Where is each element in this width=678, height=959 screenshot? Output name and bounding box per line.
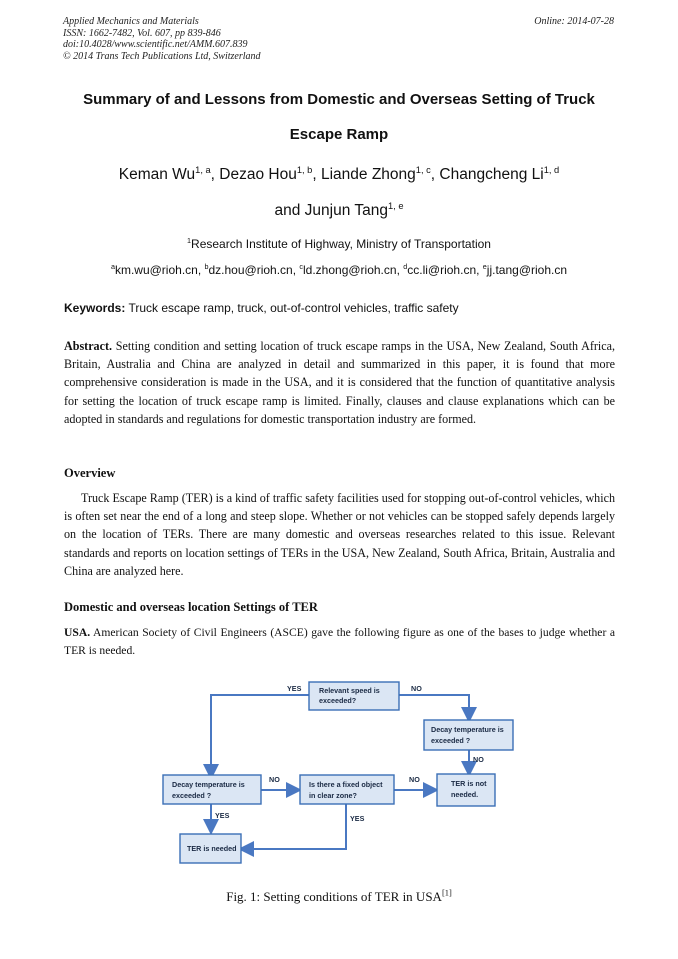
email-sup: a [110, 262, 115, 271]
box-text: Decay temperature is [172, 780, 245, 789]
author-sup: 1, e [387, 200, 404, 211]
keywords-label: Keywords: [64, 301, 126, 315]
email-sup: b [204, 262, 209, 271]
keywords-text: Truck escape ramp, truck, out-of-control vehicles, traffic safety [128, 301, 459, 315]
box-text: TER is needed [187, 844, 237, 853]
affiliation-text: Research Institute of Highway, Ministry of Transportation [191, 237, 491, 251]
author-name: Dezao Hou [219, 166, 297, 183]
box-text: exceeded ? [431, 736, 471, 745]
author-sup: 1, a [195, 164, 211, 175]
overview-heading: Overview [64, 466, 116, 480]
no-label: NO [411, 684, 422, 693]
email-link[interactable]: km.wu@rioh.cn [114, 263, 198, 277]
abstract-text: Setting condition and setting location of truck escape ramps in the USA, New Zealand, South Africa, Britain, Australia and China are analyzed in detail and summarized in this paper, it is found that more comprehensive consideration is made in the USA, and it is considered that the function of quantitative analysis for setting the location of truck escape ramp is limited. Finally, clauses and clause explanations which can be adopted in standards and regulations for domestic transportation industry are formed. [64, 339, 615, 426]
usa-label: USA. [64, 626, 91, 639]
email-sup: d [403, 262, 408, 271]
author-sep: , [430, 166, 440, 183]
online-date: Online: 2014-07-28 [534, 16, 614, 27]
author-sup: 1, d [543, 164, 560, 175]
box-text: Is there a fixed object [309, 780, 383, 789]
yes-label: YES [287, 684, 302, 693]
author-list-line2 [40, 202, 638, 220]
abstract-label: Abstract. [64, 339, 113, 353]
overview-text: Truck Escape Ramp (TER) is a kind of traffic safety facilities used for stopping out-of-control vehicles, which is often set near the end of a long and steep slope. Whether or not vehicles can be stopped safely depends largely on the location of TERs. There are many domestic and overseas researches related to this issue. Relevant standards and reports on location settings of TERs in the USA, New Zealand, South Africa, Britain, Australia and China are analyzed here. [64, 491, 615, 578]
email-list: $^a$km.wu@rioh.cn, $^b$dz.hou@rioh.cn, $^c$ld.zhong@rioh.cn, $^d$cc.li@rioh.cn, $^e$jj.tang@rioh.cn [110, 262, 568, 277]
email-link[interactable]: dz.hou@rioh.cn [208, 263, 293, 277]
paper-title-line2: Escape Ramp [289, 126, 389, 143]
caption-ref[interactable]: [1] [441, 887, 452, 898]
no-label: NO [409, 775, 420, 784]
box-text: exceeded ? [172, 791, 212, 800]
figure-caption [0, 889, 678, 905]
email-sup: c [299, 262, 303, 271]
fixed-object-box [300, 775, 394, 804]
box-text: in clear zone? [309, 791, 357, 800]
email-sup: e [482, 262, 487, 271]
journal-doi: doi:10.4028/www.scientific.net/AMM.607.839 [63, 39, 248, 50]
caption-text: Fig. 1: Setting conditions of TER in USA [226, 889, 442, 904]
email-link[interactable]: ld.zhong@rioh.cn [303, 263, 397, 277]
arrow-fixed-yes [242, 804, 346, 849]
box-text: Relevant speed is [319, 686, 380, 695]
journal-header [63, 16, 261, 62]
speed-box [309, 682, 399, 710]
author-sup: 1, b [296, 164, 313, 175]
box-text: needed. [451, 790, 479, 799]
author-name: Keman Wu [118, 166, 196, 183]
author-sup: 1, c [415, 164, 431, 175]
author-sep: , [210, 166, 220, 183]
email-link[interactable]: jj.tang@rioh.cn [486, 263, 568, 277]
author-list-line1 [40, 166, 638, 184]
ter-flowchart [150, 676, 520, 876]
needed-box [180, 834, 241, 863]
arrow-speed-no [399, 695, 469, 719]
author-name: Liande Zhong [320, 166, 416, 183]
abstract [64, 337, 615, 428]
paper-title-line1: Summary of and Lessons from Domestic and Overseas Setting of Truck [83, 91, 595, 108]
journal-issn: ISSN: 1662-7482, Vol. 607, pp 839-846 [63, 27, 221, 39]
yes-label: YES [350, 814, 365, 823]
box-text: TER is not [451, 779, 487, 788]
section-heading: Domestic and overseas location Settings of TER [64, 600, 318, 614]
decay-right-box [424, 720, 513, 750]
affiliation [40, 237, 638, 251]
box-text: Decay temperature is [431, 725, 504, 734]
decay-left-box [163, 775, 261, 804]
usa-text: American Society of Civil Engineers (ASCE) gave the following figure as one of the bases to judge whether a TER is needed. [64, 626, 615, 658]
usa-paragraph [64, 624, 615, 660]
arrow-speed-yes [211, 695, 309, 776]
yes-label: YES [215, 811, 230, 820]
box-text: exceeded? [319, 696, 357, 705]
affiliation-sup: 1 [187, 236, 192, 245]
keywords [64, 301, 616, 315]
no-label: NO [473, 755, 484, 764]
author-sep: , [312, 166, 321, 183]
author-name: and Junjun Tang [274, 202, 388, 219]
journal-copyright: © 2014 Trans Tech Publications Ltd, Switzerland [63, 50, 261, 62]
email-link[interactable]: cc.li@rioh.cn [407, 263, 477, 277]
journal-name: Applied Mechanics and Materials [63, 16, 199, 27]
not-needed-box [437, 774, 495, 806]
no-label: NO [269, 775, 280, 784]
author-name: Changcheng Li [439, 166, 544, 183]
